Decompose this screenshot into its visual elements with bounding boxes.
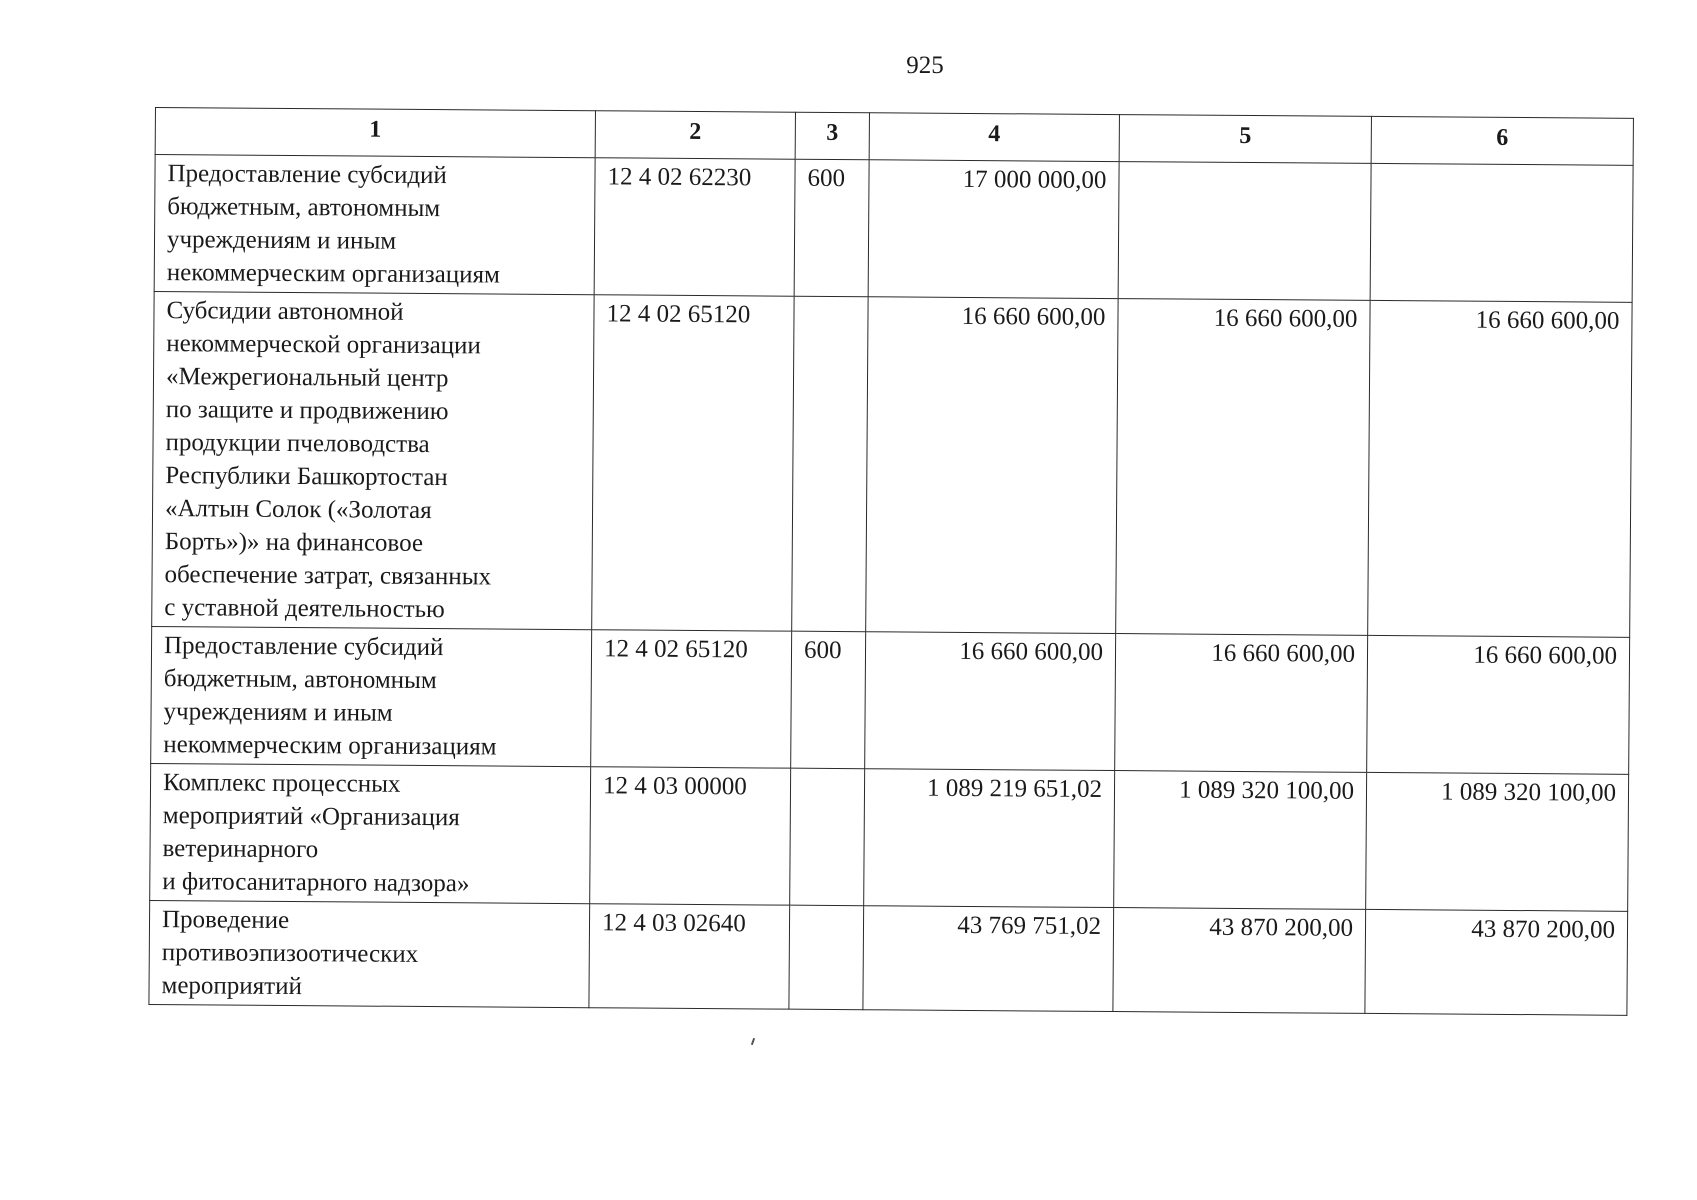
row-code: 12 4 03 02640 <box>589 904 790 1009</box>
row-name-line: продукции пчеловодства <box>165 429 430 459</box>
row-name-line: Предоставление субсидий <box>163 632 444 662</box>
page-number: 925 <box>906 52 944 79</box>
row-expense-type <box>792 296 868 632</box>
row-amount-col4: 17 000 000,00 <box>868 160 1119 299</box>
row-name-line: по защите и продвижению <box>165 396 449 426</box>
row-name-line: Проведение <box>161 906 290 935</box>
row-expense-type <box>790 768 865 906</box>
row-name-line: учреждениям и иным <box>166 226 397 255</box>
table-row <box>150 763 1629 911</box>
row-amount-col5: 43 870 200,00 <box>1113 908 1366 1014</box>
row-name-line: мероприятий «Организация <box>162 802 460 832</box>
row-amount-col5: 16 660 600,00 <box>1116 299 1370 636</box>
scan-speck <box>751 1038 755 1045</box>
row-name-line: «Алтын Солок («Золотая <box>164 495 432 525</box>
row-amount-col5: 1 089 320 100,00 <box>1114 771 1367 910</box>
row-name-line: Республики Башкортостан <box>165 462 448 492</box>
row-name-line: «Межрегиональный центр <box>165 363 449 393</box>
row-name-line: некоммерческой организации <box>166 330 481 360</box>
row-amount-col4: 16 660 600,00 <box>865 632 1116 771</box>
row-amount-col6: 16 660 600,00 <box>1368 300 1632 637</box>
row-name-line: с уставной деятельностью <box>164 594 445 624</box>
row-name <box>152 291 594 629</box>
row-name <box>149 900 590 1007</box>
row-name-line: бюджетным, автономным <box>167 193 441 223</box>
row-amount-col6: 16 660 600,00 <box>1367 635 1630 774</box>
row-name-line: Субсидии автономной <box>166 297 404 326</box>
row-code: 12 4 02 65120 <box>592 295 794 631</box>
row-name-line: некоммерческим организациям <box>166 259 501 289</box>
row-expense-type: 600 <box>791 631 866 769</box>
column-header-5: 5 <box>1119 115 1371 164</box>
row-name-line: обеспечение затрат, связанных <box>164 561 492 591</box>
row-amount-col4: 1 089 219 651,02 <box>864 769 1115 908</box>
row-code: 12 4 03 00000 <box>590 767 791 905</box>
row-amount-col5 <box>1118 162 1371 301</box>
row-name-line: Предоставление субсидий <box>167 160 447 190</box>
row-name-line: противоэпизоотических <box>161 939 419 968</box>
column-header-4: 4 <box>869 113 1119 162</box>
row-amount-col4: 43 769 751,02 <box>863 906 1114 1012</box>
row-name <box>150 763 591 903</box>
row-name-line: и фитосанитарного надзора» <box>162 868 470 898</box>
table-row <box>152 291 1632 637</box>
column-header-1: 1 <box>155 108 595 158</box>
row-name-line: ветеринарного <box>162 835 319 864</box>
row-name-line: Комплекс процессных <box>162 769 401 798</box>
row-code: 12 4 02 65120 <box>591 630 792 768</box>
row-name <box>154 155 595 295</box>
column-header-3: 3 <box>795 112 869 160</box>
row-name <box>151 626 592 766</box>
row-name-line: Борть»)» на финансовое <box>164 528 424 557</box>
row-expense-type: 600 <box>794 159 869 297</box>
table-row <box>149 900 1628 1015</box>
budget-table <box>148 107 1634 1016</box>
row-amount-col6: 1 089 320 100,00 <box>1366 772 1629 911</box>
row-name-line: бюджетным, автономным <box>163 665 437 695</box>
column-header-2: 2 <box>595 111 795 159</box>
row-expense-type <box>789 905 864 1010</box>
row-name-line: мероприятий <box>161 972 303 1001</box>
row-amount-col4: 16 660 600,00 <box>866 297 1118 634</box>
table-row <box>154 155 1633 303</box>
row-code: 12 4 02 62230 <box>594 158 795 296</box>
row-name-line: некоммерческим организациям <box>163 731 497 761</box>
column-header-6: 6 <box>1371 116 1633 165</box>
row-amount-col6: 43 870 200,00 <box>1365 909 1628 1015</box>
row-amount-col5: 16 660 600,00 <box>1115 634 1368 773</box>
table-row <box>151 626 1630 774</box>
row-amount-col6 <box>1370 163 1633 302</box>
row-name-line: учреждениям и иным <box>163 698 393 727</box>
